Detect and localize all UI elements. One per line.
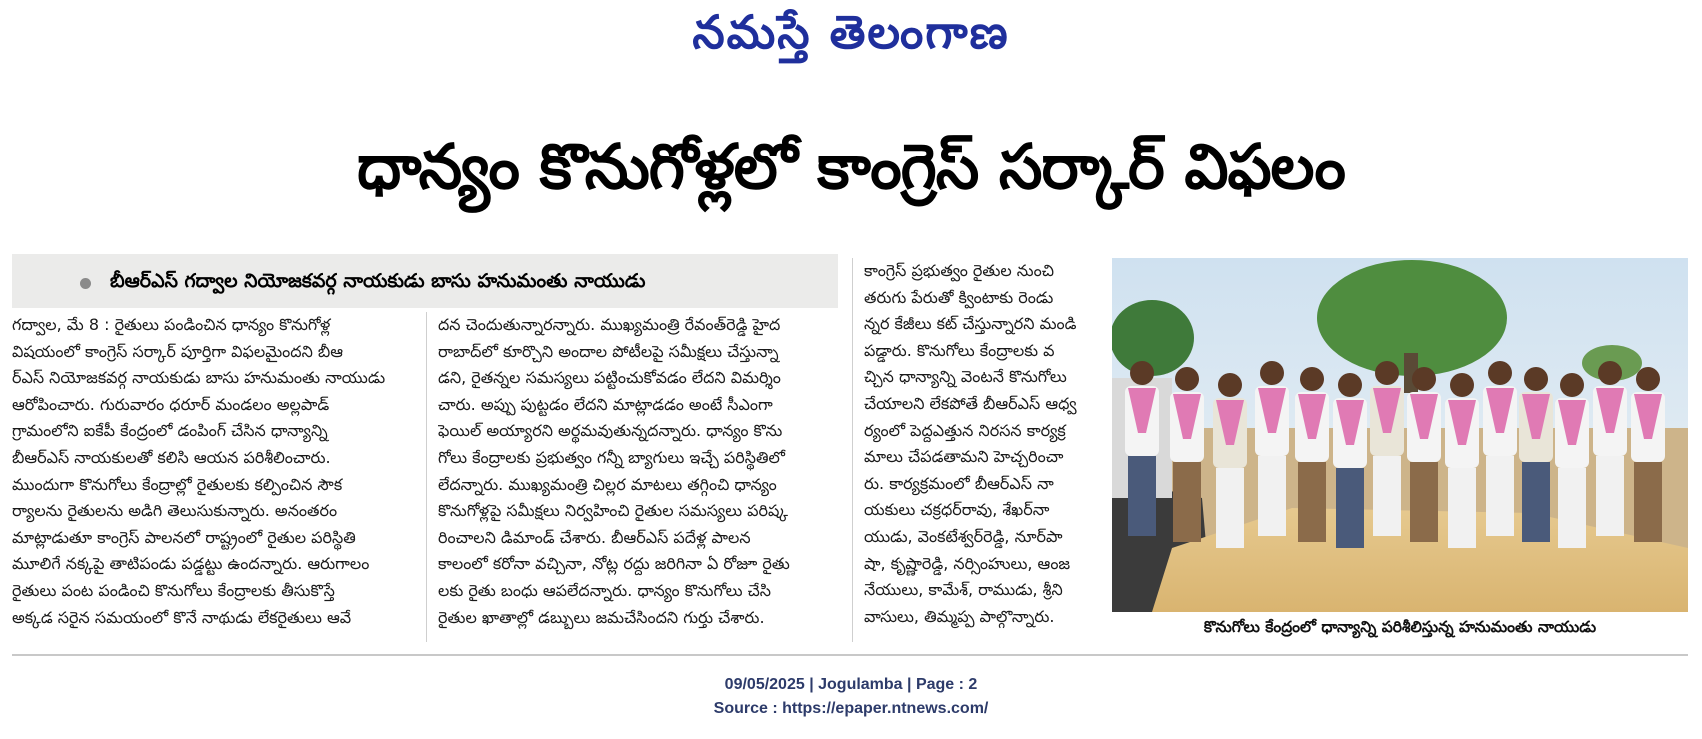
article-line: వాసులు, తిమ్మప్ప పాల్గొన్నారు.	[864, 606, 1055, 626]
photo-person	[1558, 468, 1586, 548]
bullet-icon	[80, 278, 91, 289]
article-line: లకు రైతు బంధు ఆపలేదన్నారు. ధాన్యం కొనుగోలు చేసి	[438, 580, 771, 600]
article-line: ముందుగా కొనుగోలు కేంద్రాల్లో రైతులకు కల్పించిన సౌక	[12, 474, 343, 494]
article-column-3	[864, 258, 1090, 630]
article-line: నేయులు, కామేశ్, రాముడు, శ్రీని	[864, 580, 1063, 600]
article-line: పడ్డారు. కొనుగోలు కేంద్రాలకు వ	[864, 340, 1055, 360]
photo-person	[1448, 468, 1476, 548]
article-line: యుడు, వెంకటేశ్వర్‌రెడ్డి, నూర్‌పా	[864, 526, 1063, 546]
article-line: చారు. అప్పు పుట్టడం లేదని మాట్లాడడం అంటే సీఎంగా	[438, 394, 773, 414]
photo-person	[1598, 361, 1622, 385]
photo-person	[1410, 462, 1438, 542]
article-line: గోలు కేంద్రాలకు ప్రభుత్వం గన్నీ బ్యాగులు ఇచ్చే పరిస్థితిలో	[438, 447, 785, 467]
article-line: గ్రామంలోని ఐకేపీ కేంద్రంలో డంపింగ్ చేసిన ధాన్యాన్ని	[12, 421, 328, 441]
article-line: రాబాద్‌లో కూర్చొని అందాల పోటీలపై సమీక్షలు చేస్తున్నా	[438, 341, 779, 361]
column-divider	[426, 312, 427, 642]
article-subhead: బీఆర్ఎస్ గద్వాల నియోజకవర్గ నాయకుడు బాసు హనుమంతు నాయుడు	[110, 270, 646, 292]
article-column-2	[438, 312, 842, 631]
footer-meta: 09/05/2025 | Jogulamba | Page : 2	[724, 676, 978, 693]
photo-person	[1636, 367, 1660, 391]
photo-person	[1373, 456, 1401, 536]
newspaper-masthead: నమస్తే తెలంగాణ	[692, 5, 1010, 59]
photo-person	[1450, 373, 1474, 397]
photo-person	[1130, 361, 1154, 385]
article-column-1	[12, 312, 418, 631]
article-line: కొనుగోళ్లపై సమీక్షలు నిర్వహించి రైతుల సమస్యలు పరిష్క	[438, 501, 788, 521]
article-line: ఫెయిల్ అయ్యారని అర్థమవుతున్నదన్నారు. ధాన్యం కొను	[438, 421, 783, 441]
photo-person	[1258, 456, 1286, 536]
photo-person	[1336, 468, 1364, 548]
article-line: రైతుల ఖాతాల్లో డబ్బులు జమచేసిందని గుర్తు చేశారు.	[438, 607, 765, 627]
article-line: చ్చిన ధాన్యాన్ని వెంటనే కొనుగోలు	[864, 367, 1067, 387]
article-line: ర్యాలను రైతులను అడిగి తెలుసుకున్నారు. అనంతరం	[12, 501, 338, 521]
article-line: షా, కృష్ణారెడ్డి, నర్సింహులు, ఆంజ	[864, 553, 1071, 573]
photo-person	[1216, 468, 1244, 548]
article-line: విషయంలో కాంగ్రెస్ సర్కార్ పూర్తిగా విఫలమైందని బీఆ	[12, 341, 343, 361]
article-line: మాట్లాడుతూ కాంగ్రెస్ పాలనలో రాష్ట్రంలో రైతుల పరిస్థితి	[12, 527, 356, 547]
photo-person	[1300, 367, 1324, 391]
article-line: మాలు చేపడతామని హెచ్చరించా	[864, 447, 1064, 467]
photo-person	[1128, 456, 1156, 536]
article-line: డని, రైతన్నల సమస్యలు పట్టించుకోవడం లేదని విమర్శిం	[438, 368, 781, 388]
article-line: లేదన్నారు. ముఖ్యమంత్రి చిల్లర మాటలు తగ్గించి ధాన్యం	[438, 474, 777, 494]
photo-person	[1488, 361, 1512, 385]
article-line: బీఆర్ఎస్ నాయకులతో కలిసి ఆయన పరిశీలించారు.	[12, 447, 331, 467]
article-line: గద్వాల, మే 8 : రైతులు పండించిన ధాన్యం కొనుగోళ్ల	[12, 315, 331, 334]
article-line: రించాలని డిమాండ్ చేశారు. బీఆర్ఎస్ పదేళ్ల పాలన	[438, 527, 751, 547]
article-line: కాలంలో కరోనా వచ్చినా, నోట్ల రద్దు జరిగినా ఏ రోజూ రైతు	[438, 554, 790, 574]
article-line: ర్ఎస్ నియోజకవర్గ నాయకుడు బాసు హనుమంతు నాయుడు	[12, 368, 386, 388]
article-line: యకులు చక్రధర్‌రావు, శేఖర్‌నా	[864, 500, 1050, 520]
photo-person	[1634, 462, 1662, 542]
article-headline: ధాన్యం కొనుగోళ్లలో కాంగ్రెస్ సర్కార్ విఫలం	[357, 130, 1345, 203]
photo-person	[1522, 462, 1550, 542]
article-photo	[1112, 258, 1688, 612]
photo-person	[1560, 373, 1584, 397]
photo-person	[1260, 361, 1284, 385]
article-line: చేయాలని లేకపోతే బీఆర్ఎస్ ఆధ్వ	[864, 393, 1077, 413]
photo-person	[1596, 456, 1624, 536]
photo-person	[1175, 367, 1199, 391]
article-line: మూలిగే నక్కపై తాటిపండు పడ్డట్టు ఉందన్నారు. ఆరుగాలం	[12, 554, 370, 574]
column-divider	[852, 258, 853, 642]
article-line: ఆరోపించారు. గురువారం ధరూర్ మండలం అల్లపాడ్	[12, 394, 330, 414]
article-line: కాంగ్రెస్ ప్రభుత్వం రైతుల నుంచి	[864, 261, 1054, 280]
article-line: న్నర కేజీలు కట్ చేస్తున్నారని మండి	[864, 314, 1077, 334]
photo-caption: కొనుగోలు కేంద్రంలో ధాన్యాన్ని పరిశీలిస్తున్న హనుమంతు నాయుడు	[1203, 618, 1597, 636]
photo-person	[1338, 373, 1362, 397]
article-line: అక్కడ సరైన సమయంలో కొనే నాథుడు లేకరైతులు ఆవే	[12, 607, 352, 627]
photo-person	[1218, 373, 1242, 397]
photo-person	[1173, 462, 1201, 542]
article-line: తరుగు పేరుతో క్వింటాకు రెండు	[864, 287, 1054, 307]
footer-divider	[12, 654, 1688, 656]
photo-person	[1412, 367, 1436, 391]
article-line: రు. కార్యక్రమంలో బీఆర్ఎస్ నా	[864, 473, 1054, 493]
article-line: రైతులు పంట పండించి కొనుగోలు కేంద్రాలకు తీసుకొస్తే	[12, 580, 335, 600]
footer-source: Source : https://epaper.ntnews.com/	[713, 700, 989, 717]
photo-person	[1524, 367, 1548, 391]
article-line: ర్యంలో పెద్దఎత్తున నిరసన కార్యక్ర	[864, 420, 1066, 440]
photo-person	[1486, 456, 1514, 536]
photo-person	[1375, 361, 1399, 385]
photo-person	[1298, 462, 1326, 542]
article-line: దన చెందుతున్నారన్నారు. ముఖ్యమంత్రి రేవంత్‌రెడ్డి హైద	[438, 315, 781, 334]
